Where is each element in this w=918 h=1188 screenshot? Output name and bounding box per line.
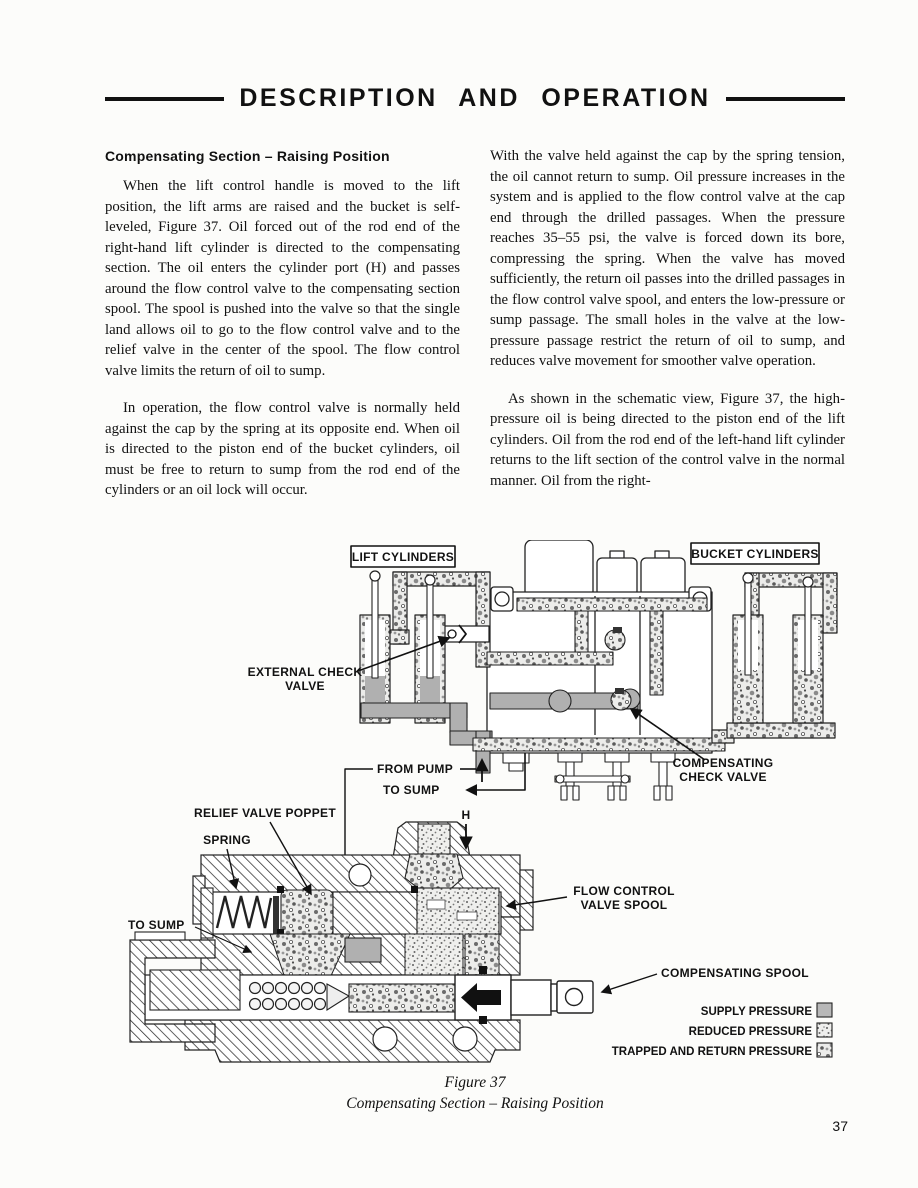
spool-center-land [333,892,417,934]
external-check-valve-label-line1: EXTERNAL CHECK [247,665,363,679]
paragraph-4: As shown in the schematic view, Figure 37, the high-pressure oil is being directed to the piston end of the lift cylinders. Oil from the rod end of the left-hand lift cylinder returns to the lift section of the control valve in the normal manner. Oil from the right- [490,390,845,489]
compensating-check-hardware [615,688,624,694]
legend-trapped-label: TRAPPED AND RETURN PRESSURE [611,1046,812,1058]
figure-caption [105,1072,845,1114]
spool-drilling-2 [457,912,477,920]
spring-label: SPRING [203,833,251,847]
lift-cylinders-label: LIFT CYLINDERS [351,550,455,564]
relief-valve-poppet-shape [281,890,333,936]
valve-mounting-brackets [503,753,675,800]
right-column [490,146,845,518]
to-sump-lower-label: TO SUMP [128,918,185,932]
bucket-cylinders-label: BUCKET CYLINDERS [691,547,819,561]
compensating-spool-leader [602,974,657,992]
paragraph-3: With the valve held against the cap by the spring tension, the oil cannot return to sump. Oil pressure increases in the system and is applied to the flow control valve at the cap end through the drilled passages. When the pressure reaches 35–55 psi, the valve is forced down its bore, compressing the spring. When the valve has moved sufficiently, the return oil passes into the drilled passages in the flow control valve spool, and enters the low-pressure or sump passage. The small holes in the valve at the low-pressure passage restrict the return of oil to sump, and reduces valve movement for smoother valve operation. [490,148,845,369]
page-number: 37 [832,1118,848,1134]
port-h-label: H [461,808,471,822]
flow-control-label-line2: VALVE SPOOL [580,898,668,912]
seal-4 [479,966,487,974]
h-port-drilling [418,824,450,854]
title-rule-right [726,97,845,101]
relief-valve-poppet-label: RELIEF VALVE POPPET [194,806,336,820]
left-column [105,146,460,518]
flow-control-label-line1: FLOW CONTROL [573,884,675,898]
legend-supply-label: SUPPLY PRESSURE [700,1006,812,1018]
hydraulic-schematic-diagram [105,540,845,1070]
reduced-pressure-passage [405,934,463,975]
legend-trapped-swatch [817,1043,832,1057]
external-check-valve-label-line2: VALVE [285,679,325,693]
compensating-spool-label: COMPENSATING SPOOL [661,966,809,980]
pressure-legend [612,1003,832,1058]
bucket-cylinders [733,573,823,723]
compensating-check-valve-label-line2: CHECK VALVE [679,770,767,784]
check-valve-hardware [613,627,622,633]
control-valve-body [487,540,712,753]
page-header [105,84,845,113]
seal-3 [411,886,418,893]
supply-chamber [345,938,381,962]
legend-supply-swatch [817,1003,832,1017]
legend-reduced-label: REDUCED PRESSURE [688,1026,812,1038]
article-columns [105,146,845,518]
figure-caption-title: Compensating Section – Raising Position [346,1095,604,1112]
title-rule-left [105,97,224,101]
seal-1 [277,886,284,893]
section-heading: Compensating Section – Raising Position [105,148,390,164]
paragraph-1: When the lift control handle is moved to the lift position, the lift arms are raised and the bucket is self-leveled, Figure 37. Oil forced out of the rod end of the right-hand lift cylinder is directed to the compensating section. The oil enters the cylinder port (H) and passes around the flow control valve to the compensating section spool. The spool is pushed into the valve so that the single land allows oil to go to the flow control valve and to the relief valve in the center of the spool. The flow control valve limits the return of oil to sump. [105,178,460,379]
figure-caption-number: Figure 37 [444,1074,506,1091]
to-sump-upper-label: TO SUMP [383,783,440,797]
cross-section-view [128,806,832,1062]
cap-tab [135,932,185,940]
page-title: DESCRIPTION AND OPERATION [239,84,711,112]
inner-plug [150,970,240,1010]
compensating-spool-stem [349,984,455,1012]
compensating-check-valve-label-line1: COMPENSATING [672,756,774,770]
spool-drilling-1 [427,900,445,909]
seal-5 [479,1016,487,1024]
from-pump-label: FROM PUMP [377,762,454,776]
paragraph-2: In operation, the flow control valve is normally held against the cap by the spring at its opposite end. When oil is directed to the piston end of the bucket cylinders, oil must be free to return to sump from the rod end of the cylinders or an oil lock will occur. [105,400,460,498]
legend-reduced-swatch [817,1023,832,1037]
